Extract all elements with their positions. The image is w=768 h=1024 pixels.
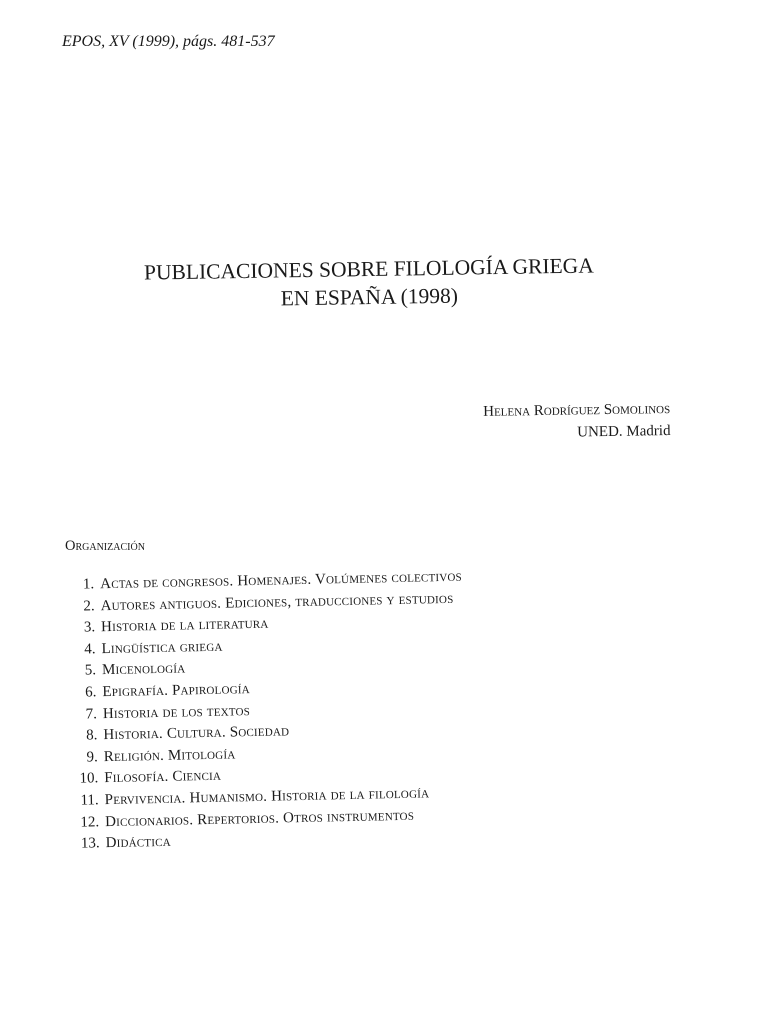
- item-label: Epigrafía. Papirología: [102, 681, 250, 701]
- item-number: 13.: [80, 835, 100, 852]
- item-label: Diccionarios. Repertorios. Otros instrumentos: [105, 807, 415, 830]
- item-label: Actas de congresos. Homenajes. Volúmenes colectivos: [100, 568, 463, 593]
- item-number: 8.: [85, 727, 98, 744]
- item-number: 10.: [79, 770, 99, 788]
- author-affiliation: UNED. Madrid: [577, 422, 671, 441]
- item-number: 5.: [84, 662, 97, 679]
- journal-reference: EPOS, XV (1999), págs. 481-537: [62, 33, 275, 50]
- item-label: Historia de la literatura: [100, 615, 269, 636]
- item-label: Historia de los textos: [102, 702, 251, 722]
- item-number: 1.: [82, 576, 95, 593]
- item-label: Micenología: [101, 660, 186, 679]
- item-number: 9.: [86, 749, 98, 766]
- page-title: [0, 249, 768, 317]
- item-number: 4.: [84, 641, 96, 658]
- item-label: Pervivencia. Humanismo. Historia de la filología: [104, 785, 430, 809]
- item-label: Didáctica: [105, 833, 171, 852]
- item-number: 11.: [80, 792, 99, 809]
- item-label: Religión. Mitología: [103, 746, 236, 765]
- item-label: Autores antiguos. Ediciones, traducciones y estudios: [100, 590, 454, 614]
- item-number: 12.: [80, 813, 100, 831]
- item-label: Lingüística griega: [101, 638, 223, 657]
- item-number: 7.: [85, 705, 98, 723]
- item-number: 6.: [85, 684, 97, 701]
- item-number: 3.: [83, 619, 96, 636]
- section-heading: Organización: [65, 538, 145, 554]
- title-line-1: PUBLICACIONES SOBRE FILOLOGÍA GRIEGA: [143, 253, 594, 285]
- item-label: Historia. Cultura. Sociedad: [103, 723, 290, 744]
- author-block: [483, 398, 671, 445]
- table-of-contents: [62, 562, 688, 856]
- item-number: 2.: [83, 597, 95, 615]
- author-name: Helena Rodríguez Somolinos: [483, 400, 671, 420]
- item-label: Filosofía. Ciencia: [104, 768, 222, 787]
- title-line-2: EN ESPAÑA (1998): [280, 283, 459, 311]
